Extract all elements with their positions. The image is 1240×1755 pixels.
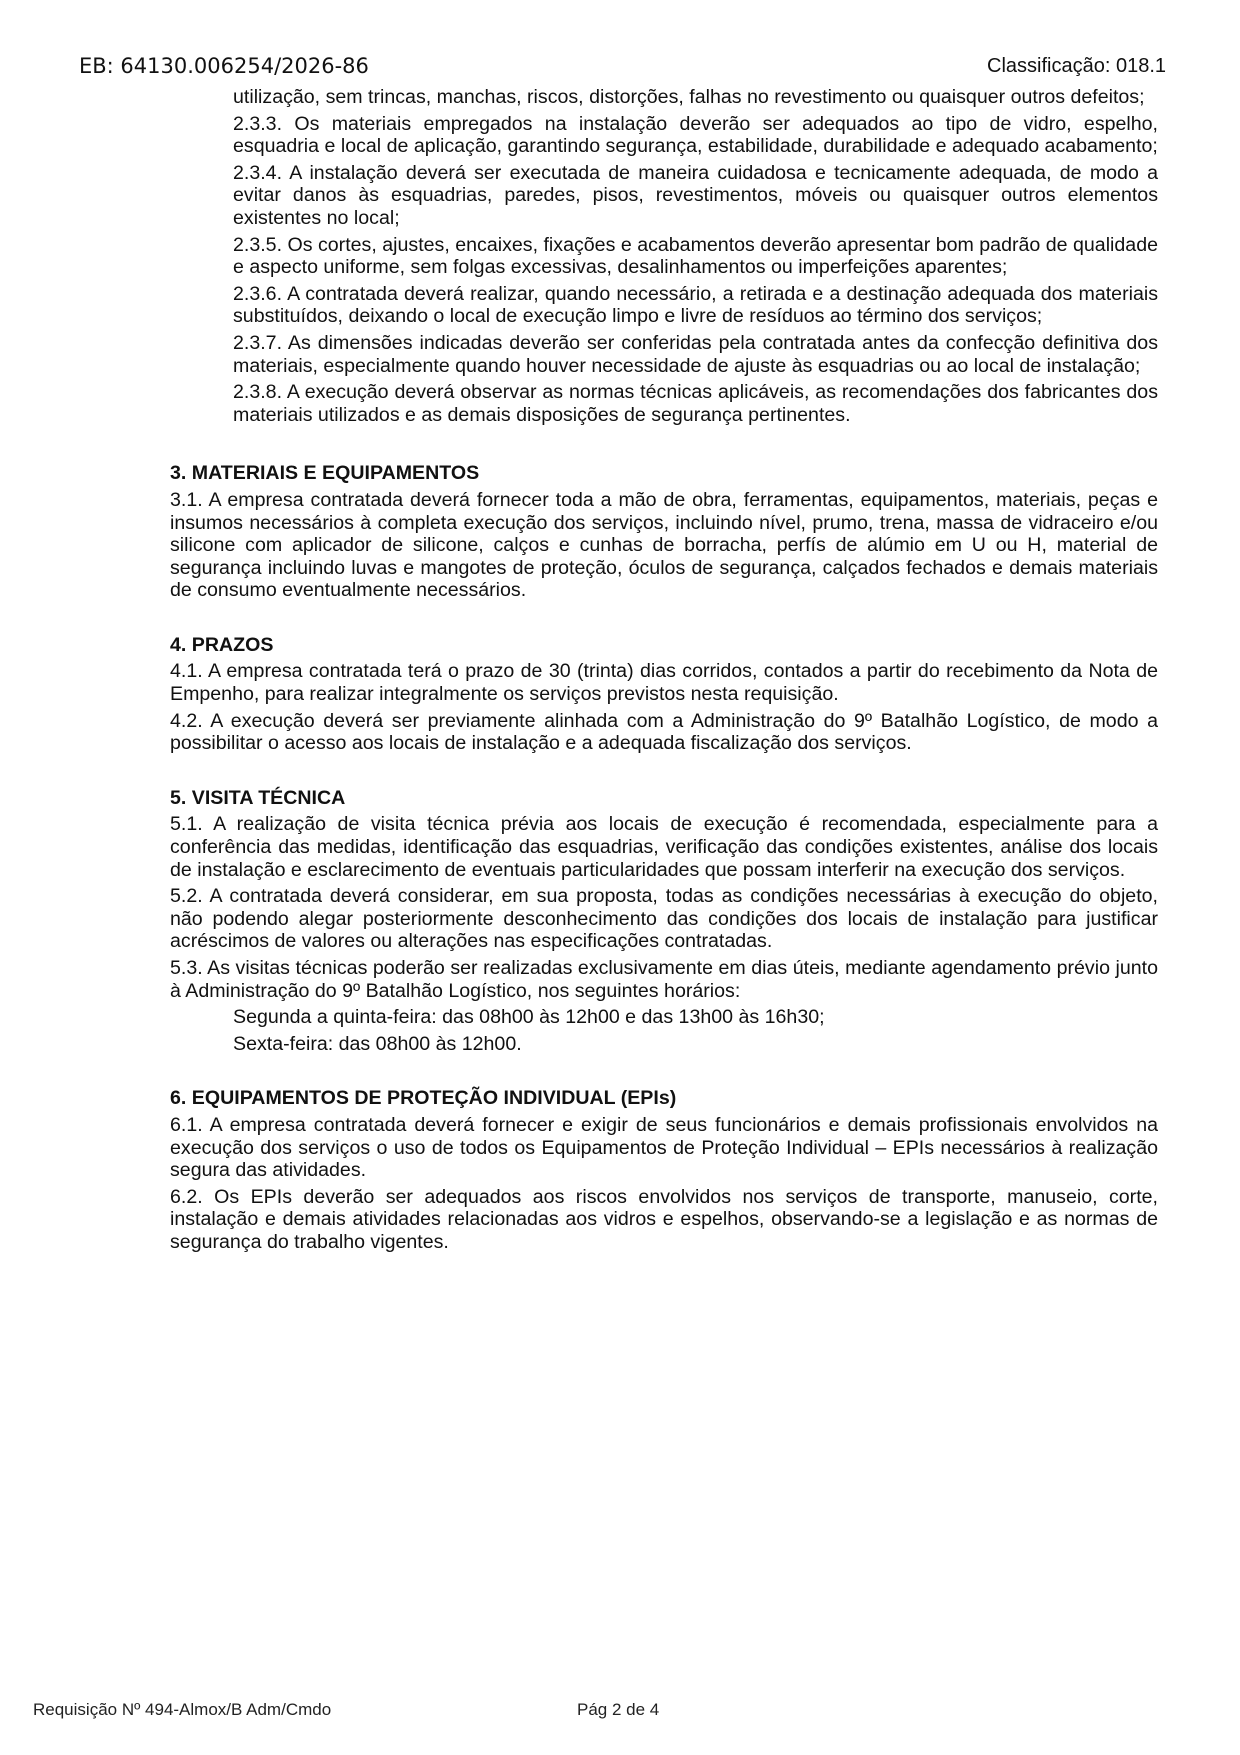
section-title: 3. MATERIAIS E EQUIPAMENTOS bbox=[170, 462, 480, 485]
paragraph: 5.2. A contratada deverá considerar, em sua proposta, todas as condições necessárias à execução do objeto, não podendo alegar posteriormente desconhecimento das condições dos locais de instalação para justificar acréscimos de valores ou alterações nas especificações contratadas. bbox=[170, 885, 1158, 953]
footer-requisition: Requisição Nº 494-Almox/B Adm/Cmdo bbox=[33, 1700, 332, 1719]
paragraph: 2.3.6. A contratada deverá realizar, quando necessário, a retirada e a destinação adequada dos materiais substituídos, deixando o local de execução limpo e livre de resíduos ao término dos serviços; bbox=[233, 282, 1158, 328]
paragraph: 5.3. As visitas técnicas poderão ser realizadas exclusivamente em dias úteis, mediante agendamento prévio junto à Administração do 9º Batalhão Logístico, nos seguintes horários: bbox=[170, 957, 1158, 1002]
document-body bbox=[170, 86, 1158, 1258]
schedule-line: Sexta-feira: das 08h00 às 12h00. bbox=[233, 1032, 522, 1055]
paragraph: 2.3.3. Os materiais empregados na instalação deverão ser adequados ao tipo de vidro, espelho, esquadria e local de aplicação, garantindo segurança, estabilidade, durabilidade e adequado acabamento; bbox=[233, 112, 1158, 158]
header-classification: Classificação: 018.1 bbox=[987, 55, 1166, 77]
paragraph: 5.1. A realização de visita técnica prévia aos locais de execução é recomendada, especialmente para a conferência das medidas, identificação das esquadrias, verificação das condições existentes, análise dos locais de instalação e esclarecimento de eventuais particularidades que possam interferir na execução dos serviços. bbox=[170, 813, 1158, 881]
section-title: 6. EQUIPAMENTOS DE PROTEÇÃO INDIVIDUAL (EPIs) bbox=[170, 1087, 677, 1110]
paragraph: utilização, sem trincas, manchas, riscos, distorções, falhas no revestimento ou quaisquer outros defeitos; bbox=[233, 86, 1145, 108]
paragraph: 3.1. A empresa contratada deverá fornecer toda a mão de obra, ferramentas, equipamentos, materiais, peças e insumos necessários à completa execução dos serviços, incluindo nível, prumo, trena, massa de vidraceiro e/ou silicone com aplicador de silicone, calços e cunhas de borracha, perfís de alúmio em U ou H, material de segurança incluindo luvas e mangotes de proteção, óculos de segurança, calçados fechados e demais materiais de consumo eventualmente necessários. bbox=[170, 488, 1158, 602]
footer-page-number: Pág 2 de 4 bbox=[577, 1700, 660, 1719]
paragraph: 2.3.8. A execução deverá observar as normas técnicas aplicáveis, as recomendações dos fabricantes dos materiais utilizados e as demais disposições de segurança pertinentes. bbox=[233, 381, 1158, 426]
paragraph: 2.3.7. As dimensões indicadas deverão ser conferidas pela contratada antes da confecção definitiva dos materiais, especialmente quando houver necessidade de ajuste às esquadrias ou ao local de instalação; bbox=[233, 331, 1158, 377]
paragraph: 4.2. A execução deverá ser previamente alinhada com a Administração do 9º Batalhão Logístico, de modo a possibilitar o acesso aos locais de instalação e a adequada fiscalização dos serviços. bbox=[170, 709, 1158, 755]
paragraph: 2.3.5. Os cortes, ajustes, encaixes, fixações e acabamentos deverão apresentar bom padrão de qualidade e aspecto uniforme, sem folgas excessivas, desalinhamentos ou imperfeições aparentes; bbox=[233, 233, 1158, 279]
paragraph: 2.3.4. A instalação deverá ser executada de maneira cuidadosa e tecnicamente adequada, de modo a evitar danos às esquadrias, paredes, pisos, revestimentos, móveis ou quaisquer outros elementos existentes no local; bbox=[233, 161, 1158, 229]
schedule-line: Segunda a quinta-feira: das 08h00 às 12h00 e das 13h00 às 16h30; bbox=[233, 1006, 825, 1029]
paragraph: 4.1. A empresa contratada terá o prazo de 30 (trinta) dias corridos, contados a partir do recebimento da Nota de Empenho, para realizar integralmente os serviços previstos nesta requisição. bbox=[170, 660, 1158, 706]
paragraph: 6.2. Os EPIs deverão ser adequados aos riscos envolvidos nos serviços de transporte, manuseio, corte, instalação e demais atividades relacionadas aos vidros e espelhos, observando-se a legislação e as normas de segurança do trabalho vigentes. bbox=[170, 1185, 1158, 1253]
section-title: 5. VISITA TÉCNICA bbox=[170, 786, 346, 809]
header-protocol: EB: 64130.006254/2026-86 bbox=[79, 54, 369, 78]
section-title: 4. PRAZOS bbox=[170, 633, 274, 656]
paragraph: 6.1. A empresa contratada deverá fornecer e exigir de seus funcionários e demais profissionais envolvidos na execução dos serviços o uso de todos os Equipamentos de Proteção Individual – EPIs necessários à realização segura das atividades. bbox=[170, 1113, 1158, 1182]
